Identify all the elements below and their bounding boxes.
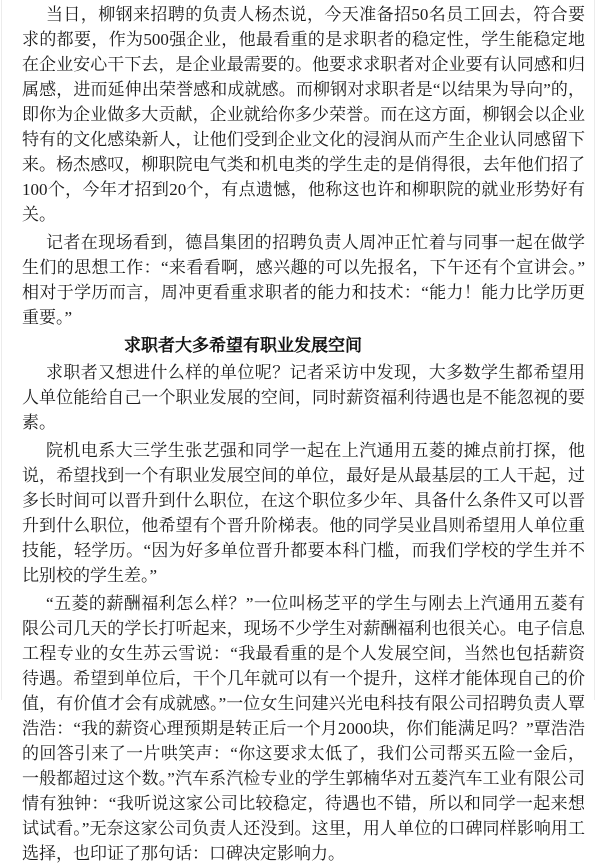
para-wuling-salary-qa: “五菱的薪酬福利怎么样？”一位叫杨芝平的学生与刚去上汽通用五菱有限公司几天的学长打听起来，现场不少学生对薪酬福利也很关心。电子信息工程专业的女生苏云雪说：“我最看重的是个人发展空间，当然也包括薪资待遇。希望到单位后，干个几年就可以有一个提升，这样才能体现自己的价值，有价值才会有成就感。”一位女生问建兴光电科技有限公司招聘负责人覃浩浩：“我的薪资心理预期是转正后一个月2000块，你们能满足吗？”覃浩浩的回答引来了一片哄笑声：“你这要求太低了，我们公司帮买五险一金后，一般都超过这个数。”汽车系汽检专业的学生郭楠华对五菱汽车工业有限公司情有独钟：“我听说这家公司比较稳定，待遇也不错，所以和同学一起来想试试看。”无奈这家公司负责人还没到。这里，用人单位的口碑同样影响用工选择，也印证了那句话：口碑决定影响力。	[22, 594, 585, 863]
para-dechang-recruiter: 记者在现场看到，德昌集团的招聘负责人周冲正忙着与同事一起在做学生们的思想工作：“来看看啊，感兴趣的可以先报名，下午还有个宣讲会。”相对于学历而言，周冲更看重求职者的能力和技术：“能力！能力比学历更重要。”	[22, 233, 585, 327]
para-zhang-yiqiang-promotion: 院机电系大三学生张艺强和同学一起在上汽通用五菱的摊点前打探，他说，希望找到一个有职业发展空间的单位，最好是从最基层的工人干起，过多长时间可以晋升到什么职位，在这个职位多少年、具备什么条件又可以晋升到什么职位，他希望有个晋升阶梯表。他的同学吴业昌则希望用人单位重技能，轻学历。“因为好多单位晋升都要本科门槛，而我们学校的学生并不比别校的学生差。”	[22, 441, 585, 585]
section-heading-career-development: 求职者大多希望有职业发展空间	[124, 336, 362, 355]
para-jobseeker-expectations: 求职者又想进什么样的单位呢？记者采访中发现，大多数学生都希望用人单位能给自己一个职业发展的空间，同时薪资福利待遇也是不能忽视的要素。	[22, 363, 585, 432]
article-page	[1, 0, 595, 863]
para-liugang-recruiter: 当日，柳钢来招聘的负责人杨杰说，今天准备招50名员工回去，符合要求的都要，作为500强企业，他最看重的是求职者的稳定性，学生能稳定地在企业安心干下去，是企业最需要的。他要求求职者对企业要有认同感和归属感，进而延伸出荣誉感和成就感。而柳钢对求职者是“以结果为导向”的，即你为企业做多大贡献，企业就给你多少荣誉。而在这方面，柳钢会以企业特有的文化感染新人，让他们受到企业文化的浸润从而产生企业认同感留下来。杨杰感叹，柳职院电气类和机电类的学生走的是俏得很，去年他们招了100个，今年才招到20个，有点遗憾，他称这也许和柳职院的就业形势好有关。	[22, 5, 585, 224]
